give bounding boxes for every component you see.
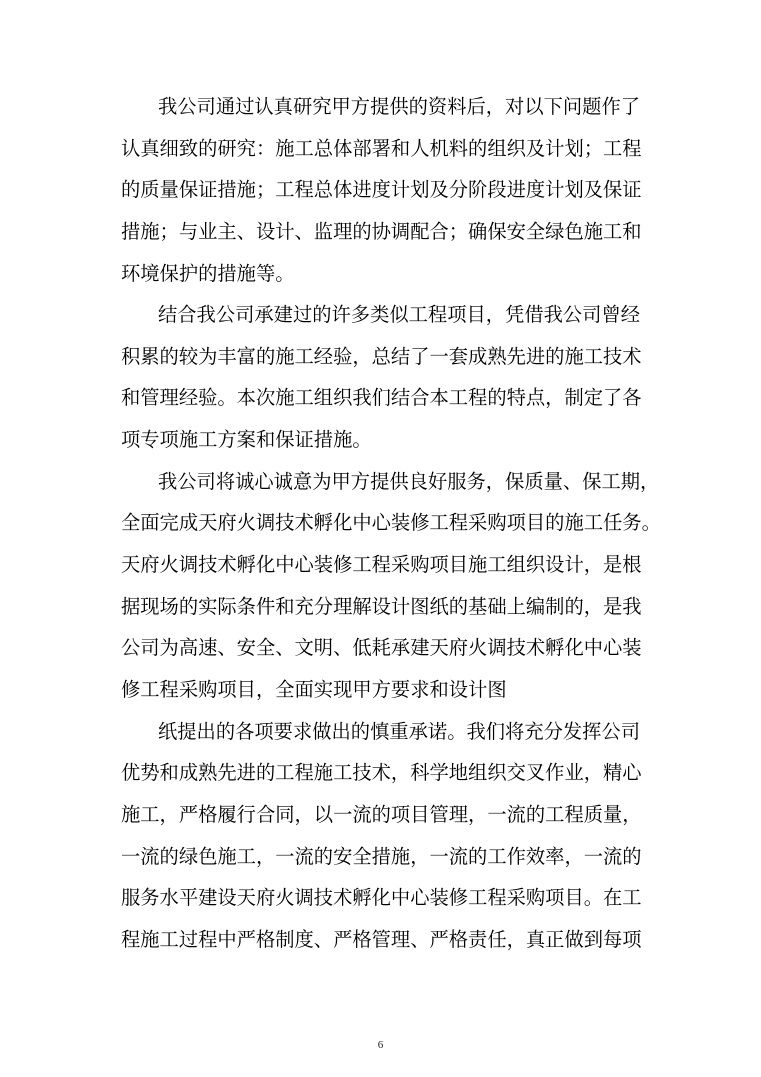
page-number: 6 — [377, 1039, 384, 1051]
text-line: 优势和成熟先进的工程施工技术，科学地组织交叉作业，精心 — [121, 761, 642, 785]
text-line: 天府火调技术孵化中心装修工程采购项目施工组织设计，是根 — [121, 553, 642, 577]
text-line: 我公司通过认真研究甲方提供的资料后，对以下问题作了 — [158, 95, 641, 118]
text-line: 积累的较为丰富的施工经验，总结了一套成熟先进的施工技术 — [121, 344, 642, 368]
text-line: 的质量保证措施；工程总体进度计划及分阶段进度计划及保证 — [121, 178, 642, 202]
paragraph-3 — [121, 461, 661, 711]
text-line: 结合我公司承建过的许多类似工程项目，凭借我公司曾经 — [158, 303, 641, 327]
text-line: 我公司将诚心诚意为甲方提供良好服务，保质量、保工期， — [158, 469, 660, 493]
text-line: 和管理经验。本次施工组织我们结合本工程的特点，制定了各 — [121, 386, 642, 410]
text-line: 据现场的实际条件和充分理解设计图纸的基础上编制的，是我 — [121, 594, 642, 618]
text-line: 服务水平建设天府火调技术孵化中心装修工程采购项目。在工 — [121, 886, 642, 910]
text-line: 一流的绿色施工，一流的安全措施，一流的工作效率，一流的 — [121, 844, 642, 868]
text-line: 认真细致的研究：施工总体部署和人机料的组织及计划；工程 — [121, 136, 642, 160]
text-line: 措施；与业主、设计、监理的协调配合；确保安全绿色施工和 — [121, 219, 642, 243]
text-line: 修工程采购项目，全面实现甲方要求和设计图 — [121, 677, 507, 701]
text-line: 纸提出的各项要求做出的慎重承诺。我们将充分发挥公司 — [158, 719, 641, 743]
text-line: 施工，严格履行合同，以一流的项目管理，一流的工程质量， — [121, 802, 642, 826]
paragraph-4 — [121, 711, 642, 961]
text-line: 程施工过程中严格制度、严格管理、严格责任，真正做到每项 — [121, 927, 642, 951]
text-line: 全面完成天府火调技术孵化中心装修工程采购项目的施工任务。 — [121, 511, 661, 535]
paragraph-1 — [121, 86, 642, 294]
document-body — [121, 86, 661, 960]
text-line: 项专项施工方案和保证措施。 — [121, 428, 372, 452]
text-line: 环境保护的措施等。 — [121, 261, 295, 285]
paragraph-2 — [121, 294, 642, 461]
text-line: 公司为高速、安全、文明、低耗承建天府火调技术孵化中心装 — [121, 636, 642, 660]
